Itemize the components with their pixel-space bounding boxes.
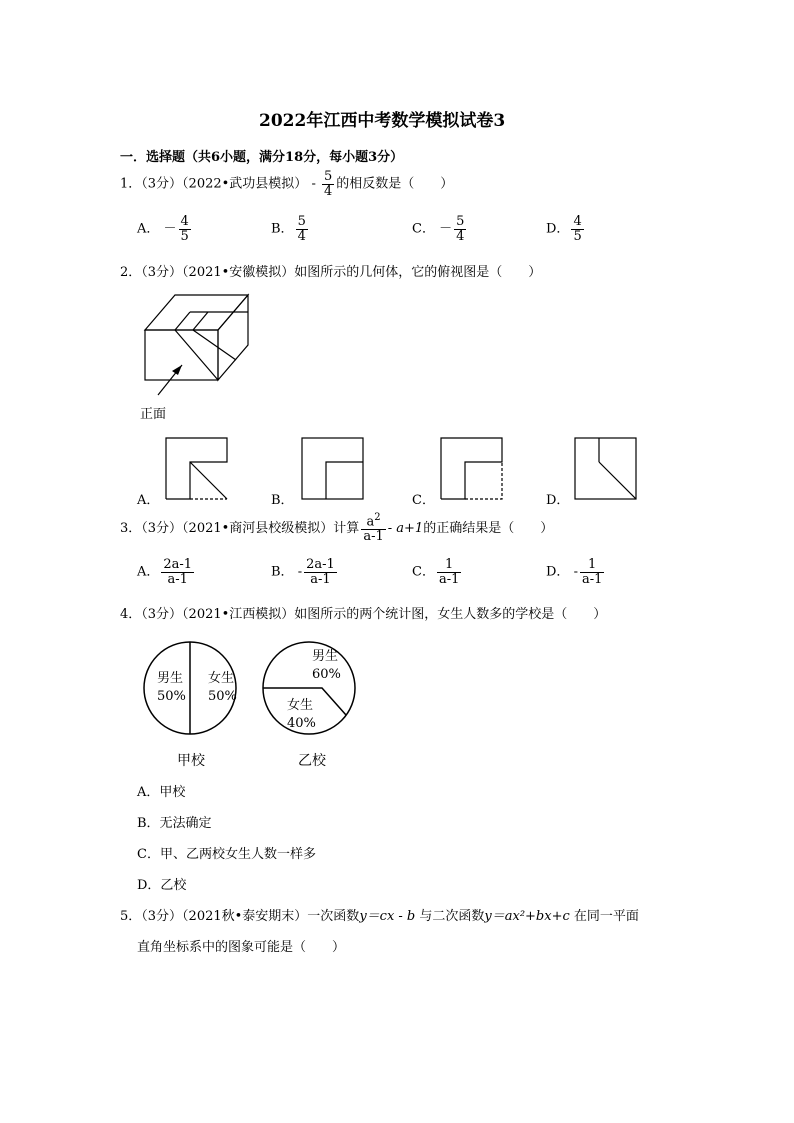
frac-den: 4 bbox=[297, 228, 306, 244]
option-fraction bbox=[454, 215, 466, 243]
front-label: 正面 bbox=[140, 407, 167, 422]
q3-frac-num-base: a bbox=[366, 514, 375, 530]
q1-fraction bbox=[322, 170, 334, 198]
q4-number: 4． bbox=[120, 607, 142, 622]
option-label: C． bbox=[412, 564, 435, 580]
q2-option-d-label[interactable]: D． bbox=[546, 493, 570, 508]
q2-option-c-figure bbox=[440, 437, 505, 502]
q1-number: 1． bbox=[120, 176, 142, 192]
q2-option-b-figure bbox=[301, 437, 366, 502]
question-5 bbox=[120, 905, 639, 924]
q5-head: （3分）（2021秋•泰安期末）一次函数 bbox=[141, 909, 360, 924]
option-label: A． bbox=[137, 564, 160, 580]
pie-yi-boy bbox=[312, 648, 341, 684]
pie-pct: 40% bbox=[287, 716, 316, 731]
option-sign: － bbox=[439, 221, 453, 237]
frac-num: 5 bbox=[297, 214, 306, 229]
frac-num: 4 bbox=[573, 214, 582, 229]
q3-number: 3． bbox=[120, 520, 142, 536]
q2-option-a-label[interactable]: A． bbox=[137, 493, 160, 508]
pie-pct: 50% bbox=[208, 689, 237, 704]
q1-option-c[interactable] bbox=[412, 215, 468, 243]
q2-option-b-label[interactable]: B． bbox=[271, 493, 294, 508]
q1-option-b[interactable] bbox=[271, 215, 310, 243]
q5-number: 5． bbox=[120, 909, 142, 924]
option-label: C． bbox=[412, 221, 435, 237]
question-2 bbox=[120, 261, 541, 280]
q3-option-c[interactable] bbox=[412, 558, 463, 586]
q3-frac-num bbox=[361, 513, 385, 530]
frac-num: 2a-1 bbox=[163, 557, 193, 572]
page-title: 2022年江西中考数学模拟试卷3 bbox=[259, 111, 506, 131]
frac-num: 1 bbox=[437, 558, 461, 573]
option-fraction bbox=[571, 215, 583, 243]
option-fraction bbox=[580, 558, 604, 586]
q1-tail: 的相反数是（ ） bbox=[336, 176, 454, 192]
q3-fraction bbox=[361, 513, 385, 544]
frac-den: 5 bbox=[573, 228, 582, 244]
arrow-head bbox=[172, 365, 182, 375]
frac-den: 4 bbox=[456, 228, 465, 244]
q1-head: （3分）（2022•武功县模拟） bbox=[141, 176, 308, 192]
question-1 bbox=[120, 170, 453, 198]
q3-option-b[interactable] bbox=[271, 558, 339, 586]
q1-option-d[interactable] bbox=[546, 215, 586, 243]
option-fraction bbox=[296, 215, 308, 243]
q3-option-a[interactable] bbox=[137, 558, 196, 586]
q3-tail: 的正确结果是（ ） bbox=[423, 520, 554, 536]
question-3 bbox=[120, 513, 553, 544]
q3-option-d[interactable] bbox=[546, 558, 606, 586]
q3-frac-den: a-1 bbox=[363, 528, 384, 544]
option-sign: - bbox=[297, 564, 303, 580]
option-fraction bbox=[161, 558, 194, 586]
q2-text: （3分）（2021•安徽模拟）如图所示的几何体，它的俯视图是（ ） bbox=[141, 265, 542, 280]
option-label: A． bbox=[137, 221, 160, 237]
question-4 bbox=[120, 603, 606, 622]
q2-number: 2． bbox=[120, 265, 142, 280]
option-fraction bbox=[304, 558, 337, 586]
q2-option-a-figure bbox=[165, 437, 230, 502]
pie-yi-girl bbox=[287, 697, 316, 733]
q3-mid: - a+1 bbox=[387, 520, 424, 536]
frac-den: a-1 bbox=[438, 571, 460, 587]
q1-option-a[interactable] bbox=[137, 215, 193, 243]
option-label: D． bbox=[546, 221, 570, 237]
q5-eq1: y＝cx - b bbox=[359, 909, 416, 924]
frac-den: a-1 bbox=[167, 571, 188, 587]
option-label: B． bbox=[271, 564, 294, 580]
option-sign: - bbox=[573, 564, 578, 580]
option-sign: － bbox=[163, 221, 177, 237]
frac-den: 5 bbox=[180, 228, 189, 244]
frac-num: 1 bbox=[580, 558, 604, 573]
pie-jia-caption: 甲校 bbox=[177, 753, 205, 769]
q1-neg: - bbox=[311, 176, 316, 192]
q4-text: （3分）（2021•江西模拟）如图所示的两个统计图，女生人数多的学校是（ ） bbox=[141, 607, 607, 622]
option-fraction bbox=[179, 215, 191, 243]
pie-jia-girl bbox=[208, 670, 237, 706]
q5-mid: 与二次函数 bbox=[419, 909, 485, 924]
q4-option-d[interactable]: D．乙校 bbox=[137, 878, 187, 893]
q1-frac-num: 5 bbox=[324, 169, 333, 184]
q1-frac-den: 4 bbox=[324, 183, 333, 199]
q5-tail: 在同一平面 bbox=[573, 909, 639, 924]
q5-eq2: y＝ax²+bx+c bbox=[484, 909, 570, 924]
section-heading: 一．选择题（共6小题，满分18分，每小题3分） bbox=[120, 150, 404, 165]
q5-line2: 直角坐标系中的图象可能是（ ） bbox=[137, 940, 346, 955]
pie-label: 男生 bbox=[157, 671, 184, 686]
q2-option-c-label[interactable]: C． bbox=[412, 493, 435, 508]
q2-option-d-figure bbox=[574, 437, 639, 502]
option-label: D． bbox=[546, 564, 570, 580]
pie-pct: 60% bbox=[312, 667, 341, 682]
q4-option-a[interactable]: A．甲校 bbox=[137, 785, 186, 800]
q4-option-b[interactable]: B．无法确定 bbox=[137, 816, 212, 831]
q3-frac-num-exp: 2 bbox=[374, 512, 381, 523]
pie-label: 男生 bbox=[312, 649, 339, 664]
pie-pct: 50% bbox=[157, 689, 186, 704]
option-label: B． bbox=[271, 221, 294, 237]
option-fraction bbox=[437, 558, 461, 586]
pie-label: 女生 bbox=[287, 698, 314, 713]
frac-num: 5 bbox=[456, 214, 465, 229]
frac-num: 4 bbox=[180, 214, 189, 229]
pie-label: 女生 bbox=[208, 671, 235, 686]
q4-option-c[interactable]: C．甲、乙两校女生人数一样多 bbox=[137, 847, 316, 862]
q3-head: （3分）（2021•商河县校级模拟）计算 bbox=[141, 520, 360, 536]
pie-jia-boy bbox=[157, 670, 186, 706]
pie-yi-caption: 乙校 bbox=[298, 753, 326, 769]
frac-den: a-1 bbox=[581, 571, 603, 587]
frac-num: 2a-1 bbox=[306, 557, 335, 572]
frac-den: a-1 bbox=[310, 571, 331, 587]
